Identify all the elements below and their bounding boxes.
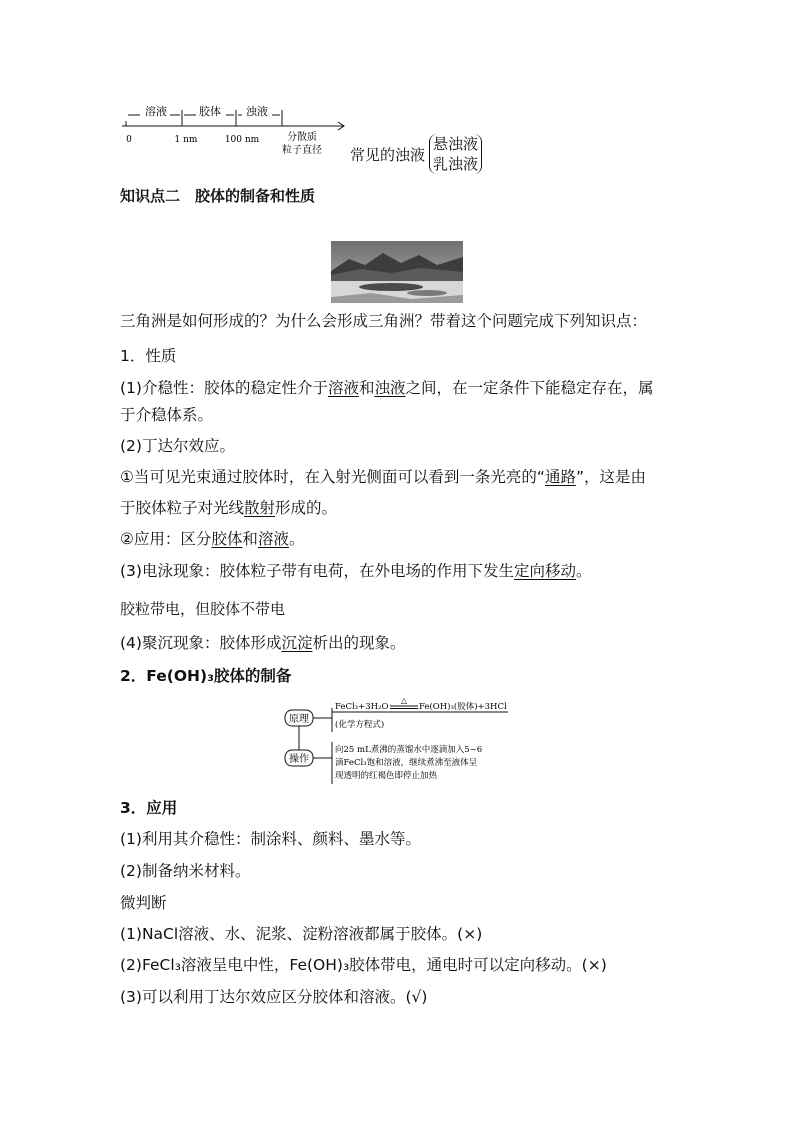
application-item-2: (2)制备纳米材料。 xyxy=(120,862,251,880)
equation-right: Fe(OH)₃(胶体)+3HCl xyxy=(419,702,507,712)
answer-solution: 溶液 xyxy=(327,379,359,397)
charge-note: 胶粒带电，但胶体不带电 xyxy=(120,600,286,618)
tick-100nm: 100 nm xyxy=(224,135,260,145)
operation-line-3: 现透明的红褐色即停止加热 xyxy=(335,771,438,781)
tyndall-description-cont: 于胶体粒子对光线散射形成的。 xyxy=(120,499,338,517)
answer-scattering: 散射 xyxy=(244,499,276,517)
property-coagulation: (4)聚沉现象：胶体形成沉淀析出的现象。 xyxy=(120,634,406,652)
intro-question: 三角洲是如何形成的？为什么会形成三角洲？带着这个问题完成下列知识点： xyxy=(120,312,648,330)
operation-line-2: 滴FeCl₃饱和溶液，继续煮沸至液体呈 xyxy=(335,758,478,768)
principle-label: 原理 xyxy=(289,714,309,725)
tyndall-description: ①当可见光束通过胶体时，在入射光侧面可以看到一条光亮的“通路”，这是由 xyxy=(120,468,646,486)
equation-note: (化学方程式) xyxy=(335,720,385,730)
prep-diagram xyxy=(282,696,514,788)
tick-1nm: 1 nm xyxy=(174,135,198,145)
section-title: 知识点二 胶体的制备和性质 xyxy=(120,187,316,205)
judge-item-1: (1)NaCl溶液、水、泥浆、淀粉溶液都属于胶体。(×) xyxy=(120,925,483,943)
application-heading: 3．应用 xyxy=(120,799,178,817)
operation-line-1: 向25 mL煮沸的蒸馏水中逐滴加入5~6 xyxy=(335,745,483,755)
tyndall-application: ②应用：区分胶体和溶液。 xyxy=(120,530,305,548)
answer-turbid: 浊液 xyxy=(374,379,406,397)
delta-symbol: △ xyxy=(400,696,408,705)
segment-turbid: 浊液 xyxy=(246,105,268,118)
turbid-liquids-group xyxy=(350,132,482,176)
property-metastability: (1)介稳性：胶体的稳定性介于溶液和浊液之间，在一定条件下能稳定存在，属 xyxy=(120,379,654,397)
answer-solution-2: 溶液 xyxy=(257,530,289,548)
answer-path: 通路 xyxy=(544,468,576,486)
property-electrophoresis: (3)电泳现象：胶体粒子带有电荷，在外电场的作用下发生定向移动。 xyxy=(120,562,592,580)
judge-item-2: (2)FeCl₃溶液呈电中性，Fe(OH)₃胶体带电，通电时可以定向移动。(×) xyxy=(120,956,607,974)
answer-directional-movement: 定向移动 xyxy=(513,562,576,580)
judge-item-3: (3)可以利用丁达尔效应区分胶体和溶液。(√) xyxy=(120,988,428,1006)
judge-heading: 微判断 xyxy=(120,894,167,912)
segment-colloid: 胶体 xyxy=(199,105,221,118)
axis-label-1: 分散质 xyxy=(287,132,317,143)
operation-label: 操作 xyxy=(289,754,309,765)
equation-left: FeCl₃+3H₂O xyxy=(335,702,389,712)
property-tyndall: (2)丁达尔效应。 xyxy=(120,437,235,455)
segment-solution: 溶液 xyxy=(145,105,167,118)
prep-heading: 2．Fe(OH)₃胶体的制备 xyxy=(120,667,292,685)
answer-precipitate: 沉淀 xyxy=(281,634,313,652)
properties-heading: 1．性质 xyxy=(120,347,177,365)
delta-photo xyxy=(331,241,463,303)
turbid-brace xyxy=(429,134,482,174)
turbid-label: 常见的浊液 xyxy=(350,145,426,164)
property-metastability-cont: 于介稳体系。 xyxy=(120,406,214,424)
tick-0: 0 xyxy=(126,135,132,145)
turbid-item-suspension: 悬浊液 xyxy=(433,135,479,153)
answer-colloid: 胶体 xyxy=(211,530,243,548)
application-item-1: (1)利用其介稳性：制涂料、颜料、墨水等。 xyxy=(120,830,421,848)
axis-label-2: 粒子直径 xyxy=(282,145,322,156)
turbid-item-emulsion: 乳浊液 xyxy=(433,155,479,173)
dispersion-scale-diagram xyxy=(118,98,348,160)
